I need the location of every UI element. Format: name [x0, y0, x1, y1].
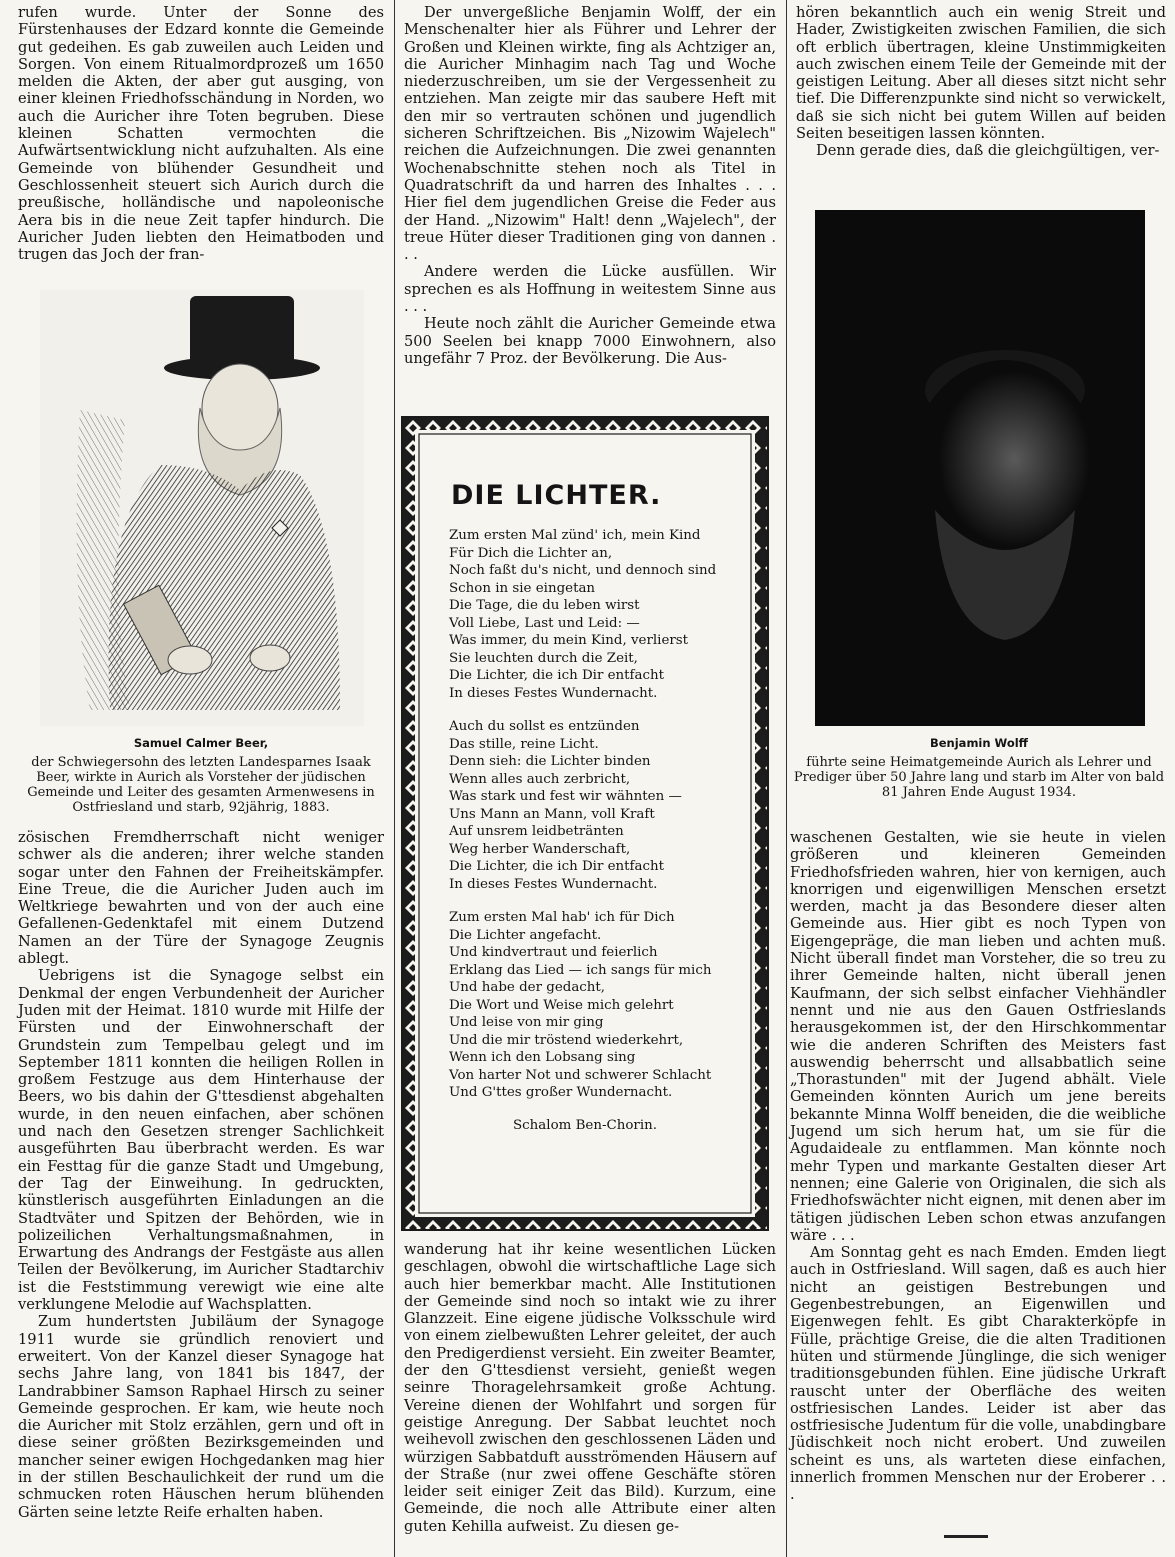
poem-line: Was stark und fest wir wähnten — — [449, 789, 682, 804]
paragraph: Zum hundertsten Jubiläum der Synagoge 1911 wurde sie gründlich renoviert und erweitert. Von der Kanzel dieser Synagoge hat sechs Jahre lang, von 1841 bis 1847, der Landrabbiner Samson Raphael Hirsch zu seiner Gemeinde gesprochen. Er kam, wie heute noch die Auricher mit Stolz erzählen, gern und oft in diese seiner größten Bezirksgemeinden und mancher seiner ewigen Hochgedanken mag hier in der stillen Beschaulichkeit der rund um die schmucken roten Häuschen herum blühenden Gärten seine letzte Reife erhalten haben. — [18, 1313, 384, 1521]
column-1-top — [18, 4, 384, 263]
poem-line: Uns Mann an Mann, voll Kraft — [449, 806, 655, 822]
column-3-bottom — [790, 829, 1166, 1504]
column-rule-right — [786, 0, 787, 1557]
poem-line: Die Wort und Weise mich gelehrt — [449, 997, 674, 1013]
caption-benjamin-wolff — [792, 736, 1166, 800]
column-3-top — [796, 4, 1166, 160]
engraving-illustration — [40, 290, 364, 726]
end-rule — [944, 1535, 988, 1538]
paragraph: Denn gerade dies, daß die gleichgültigen, ver- — [816, 142, 1160, 160]
poem-author: Schalom Ben-Chorin. — [513, 1117, 657, 1133]
poem-line: Die Lichter, die ich Dir entfacht — [449, 859, 664, 874]
poem-line: Zum ersten Mal hab' ich für Dich — [449, 910, 675, 925]
poem-line: Zum ersten Mal zünd' ich, mein Kind — [449, 528, 701, 543]
caption-name: Benjamin Wolff — [929, 736, 1028, 750]
paragraph: Am Sonntag geht es nach Emden. Emden liegt auch in Ostfriesland. Will sagen, daß es auch hier nicht an geistigen Bestrebungen und Gegenbestrebungen, an Eigenwillen und Eigenwegen fehlt. Es gibt Charakterköpfe in Fülle, prächtige Greise, die die alten Traditionen hüten und stürmende Jünglinge, die sich weniger traditionsgebunden fühlen. Eine jüdische Urkraft rauscht unter der Oberfläche des weiten ostfriesischen Landes. Leider ist aber das ostfriesische Judentum für die volle, unabdingbare Jüdischkeit noch nicht erobert. Und zuweilen scheint es uns, als warteten diese einfachen, innerlich frommen Menschen nur der Eroberer . . . — [790, 1244, 1166, 1504]
poem-line: Voll Liebe, Last und Leid: — — [449, 615, 640, 631]
paragraph: Uebrigens ist die Synagoge selbst ein Denkmal der engen Verbundenheit der Auricher Juden mit der Heimat. 1810 wurde mit Hilfe der Fürsten und der Einwohnerschaft der Grundstein zum Tempelbau gelegt und im September 1811 konnten die heiligen Rollen in großem Festzuge aus dem Hinterhause der Beers, wo bis dahin der G'ttesdienst abgehalten wurde, in den neuen einfachen, aber schönen und nach den Gesetzen strenger Sachlichkeit ausgeführten Bau überbracht werden. Es war ein Festtag für die ganze Stadt und Umgebung, der Tag der Einweihung. In gedruckten, künstlerisch ausgeführten Einladungen an die Stadtväter und Spitzen der Behörden, wie in polizeilichen Verhaltungsmaßnahmen, in Erwartung des Andrangs der Festgäste aus allen Teilen der Bevölkerung, im Auricher Stadtarchiv ist die Feststimmung verewigt wie eine alte verklungene Melodie auf Wachsplatten. — [18, 967, 384, 1314]
poem-line: Die Lichter angefacht. — [449, 927, 602, 943]
poem-line: Schon in sie eingetan — [449, 580, 596, 596]
column-1-bottom — [18, 829, 384, 1521]
poem-line: Die Lichter, die ich Dir entfacht — [449, 668, 664, 683]
caption-samuel-calmer-beer — [20, 736, 382, 815]
portrait-benjamin-wolff — [815, 210, 1145, 726]
paragraph: hören bekanntlich auch ein wenig Streit und Hader, Zwistigkeiten zwischen Familien, die sich oft erblich übertragen, kleine Unstimmigkeiten auch zwischen einem Teile der Gemeinde mit der geistigen Leitung. Aber all dieses sitzt nicht sehr tief. Die Differenzpunkte sind nicht so verwickelt, daß sie sich nicht bei gutem Willen auf beiden Seiten beseitigen lassen könnten. — [796, 4, 1166, 143]
poem-line: Auf unsrem leidbetränten — [449, 824, 624, 839]
poem-stanza-1 — [449, 527, 727, 702]
poem-line: In dieses Festes Wundernacht. — [449, 876, 658, 892]
poem-line: Das stille, reine Licht. — [449, 736, 599, 752]
column-2-bottom — [404, 1241, 776, 1535]
poem-line: Weg herber Wanderschaft, — [449, 841, 631, 857]
poem-box — [401, 416, 769, 1231]
caption-text: der Schwiegersohn des letzten Landesparnes Isaak Beer, wirkte in Aurich als Vorsteher der jüdischen Gemeinde und Leiter des gesamten Armenwesens in Ostfriesland und starb, 92jährig, 1883. — [27, 755, 375, 815]
poem-line: Die Tage, die du leben wirst — [449, 598, 640, 613]
paragraph: wanderung hat ihr keine wesentlichen Lücken geschlagen, obwohl die wirtschaftliche Lage sich auch hier bemerkbar macht. Alle Institutionen der Gemeinde sind noch so intakt wie zu ihrer Glanzzeit. Eine eigene jüdische Volksschule wird von einem zielbewußten Lehrer geleitet, der auch den Predigerdienst versieht. Ein zweiter Beamter, der den G'ttesdienst versieht, genießt wegen seinre Thoragelehrsamkeit große Achtung. Vereine dienen der Wohlfahrt und sorgen für geistige Anregung. Der Sabbat leuchtet noch weihevoll zwischen den geschlossenen Läden und würzigen Sabbatduft ausströmenden Häusern auf der Straße (nur zwei offene Geschäfte stören leider seit einiger Zeit das Bild). Kurzum, eine Gemeinde, die noch alle Attribute einer alten guten Kehilla aufweist. Zu diesen ge- — [404, 1241, 776, 1535]
poem-line: Und leise von mir ging — [449, 1015, 604, 1030]
poem-line: Auch du sollst es entzünden — [449, 719, 640, 734]
poem-stanza-3 — [449, 909, 727, 1102]
poem-line: Erklang das Lied — ich sangs für mich — [449, 962, 712, 978]
paragraph: Heute noch zählt die Auricher Gemeinde etwa 500 Seelen bei knapp 7000 Einwohnern, also ungefähr 7 Proz. der Bevölkerung. Die Aus- — [404, 315, 776, 367]
poem-line: Von harter Not und schwerer Schlacht — [449, 1067, 712, 1083]
portrait-samuel-calmer-beer — [40, 290, 364, 726]
poem-line: Und die mir tröstend wiederkehrt, — [449, 1032, 684, 1048]
poem-line: Und G'ttes großer Wundernacht. — [449, 1085, 673, 1100]
caption-text: führte seine Heimatgemeinde Aurich als Lehrer und Prediger über 50 Jahre lang und starb im Alter von bald 81 Jahren Ende August 1934. — [793, 755, 1165, 800]
poem-line: Für Dich die Lichter an, — [449, 545, 613, 561]
poem-line: Wenn ich den Lobsang sing — [449, 1050, 636, 1065]
poem-line: In dieses Festes Wundernacht. — [449, 685, 658, 701]
poem-line: Denn sieh: die Lichter binden — [449, 754, 651, 769]
poem-line: Und kindvertraut und feierlich — [449, 945, 658, 960]
poem-line: Und habe der gedacht, — [449, 980, 606, 995]
poem-line: Sie leuchten durch die Zeit, — [449, 650, 638, 666]
column-2-top — [404, 4, 776, 367]
paragraph: Der unvergeßliche Benjamin Wolff, der ein Menschenalter hier als Führer und Lehrer der Großen und Kleinen wirkte, fing als Achtziger an, die Auricher Minhagim nach Tag und Woche niederzuschreiben, um sie der Vergessenheit zu entziehen. Man zeigte mir das saubere Heft mit den mir so vertrauten schönen und jugendlich sicheren Schriftzeichen. Bis „Nizowim Wajelech" reichen die Aufzeichnungen. Die zwei genannten Wochenabschnitte stehen noch als Titel in Quadratschrift da und harren des Inhaltes . . . Hier fiel dem jugendlichen Greise die Feder aus der Hand. „Nizowim" Halt! denn „Wajelech", der treue Hüter dieser Traditionen ging von dannen . . . — [404, 4, 776, 264]
paragraph: waschenen Gestalten, wie sie heute in vielen größeren und kleineren Gemeinden Friedhofsfrieden wahren, hier von kernigen, auch knorrigen und eigenwilligen Menschen ersetzt werden, macht ja das Besondere dieser alten Gemeinde aus. Hier gibt es noch Typen von Eigengepräge, die man lieben und achten muß. Nicht überall findet man Vorsteher, die so treu zu ihrer Gemeinde halten, nicht überall jenen Kaufmann, der sich selbst einfacher Viehhändler nennt und nie aus den Gauen Ostfrieslands herausgekommen ist, der den Hirschkommentar wie die anderen Schriften des Meisters fast auswendig beherrscht und allsabbatlich seine „Thorastunden" mit der Jugend abhält. Viele Gemeinden könnten Aurich um jene bereits bekannte Minna Wolff beneiden, die die weibliche Jugend um sich herum hat, um sie für die Agudaideale zu entflammen. Man könnte noch mehr Typen und markante Gestalten dieser Art nennen; eine Galerie von Originalen, die sich als Friedhofswächter nicht eignen, mit denen aber im tätigen jüdischen Leben schon etwas anzufangen wäre . . . — [790, 829, 1166, 1244]
poem-line: Noch faßt du's nicht, und dennoch sind — [449, 563, 717, 578]
column-rule-left — [394, 0, 395, 1557]
poem-line: Was immer, du mein Kind, verlierst — [449, 633, 689, 648]
paragraph: rufen wurde. Unter der Sonne des Fürstenhauses der Edzard konnte die Gemeinde gut gedeihen. Es gab zuweilen auch Leiden und Sorgen. Von einem Ritualmordprozeß um 1650 melden die Akten, der aber gut ausging, von einer kleinen Friedhofsschändung in Norden, wo auch die Auricher ihre Toten begruben. Diese kleinen Schatten vermochten die Aufwärtsentwicklung nicht aufzuhalten. Als eine Gemeinde von blühender Gesundheit und Geschlossenheit steuert sich Aurich durch die preußische, holländische und napoleonische Aera bis in die neue Zeit tapfer hindurch. Die Auricher Juden liebten den Heimatboden und trugen das Joch der fran- — [18, 4, 384, 264]
dark-photograph — [815, 210, 1145, 726]
caption-name: Samuel Calmer Beer, — [133, 736, 269, 750]
poem-content — [443, 468, 727, 1189]
paragraph: Andere werden die Lücke ausfüllen. Wir sprechen es als Hoffnung in weitestem Sinne aus . . . — [404, 263, 776, 316]
paragraph: zösischen Fremdherrschaft nicht weniger schwer als die anderen; ihrer welche standen sogar unter den Fahnen der Freiheitskämpfer. Eine Treue, die die Auricher Juden auch im Weltkriege bewahrten und von der auch eine Gefallenen-Gedenktafel mit einem Dutzend Namen an der Türe der Synagoge Zeugnis ablegt. — [18, 829, 384, 968]
poem-line: Wenn alles auch zerbricht, — [449, 771, 631, 787]
poem-stanza-2 — [449, 718, 727, 893]
poem-title: DIE LICHTER. — [451, 480, 662, 511]
